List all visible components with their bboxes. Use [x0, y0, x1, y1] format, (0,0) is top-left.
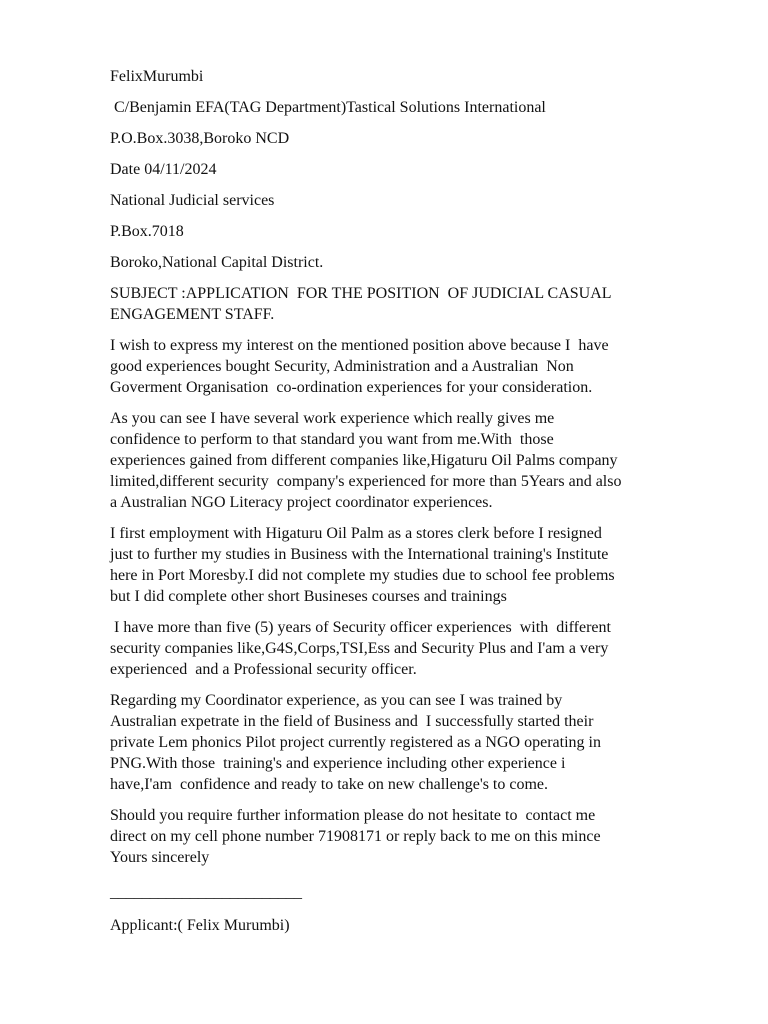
paragraph-line: PNG.With those training's and experience including other experience i: [110, 755, 566, 772]
sender-po-box: P.O.Box.3038,Boroko NCD: [110, 130, 290, 147]
recipient-organisation: National Judicial services: [110, 192, 275, 209]
sign-off: Yours sincerely: [110, 849, 210, 866]
letter-date: Date 04/11/2024: [110, 161, 217, 178]
paragraph-line: confidence to perform to that standard you want from me.With those: [110, 431, 554, 448]
subject-line: SUBJECT :APPLICATION FOR THE POSITION OF JUDICIAL CASUAL: [110, 285, 612, 302]
paragraph-line: just to further my studies in Business with the International training's Institute: [110, 546, 609, 563]
paragraph-interest: [110, 335, 700, 398]
paragraph-coordinator: [110, 690, 700, 795]
recipient-location: Boroko,National Capital District.: [110, 254, 324, 271]
paragraph-line: but I did complete other short Busineses courses and trainings: [110, 588, 507, 605]
subject-line: ENGAGEMENT STAFF.: [110, 306, 275, 323]
paragraph-line: private Lem phonics Pilot project currently registered as a NGO operating in: [110, 734, 601, 751]
paragraph-line: have,I'am confidence and ready to take on new challenge's to come.: [110, 776, 549, 793]
paragraph-line: direct on my cell phone number 71908171 or reply back to me on this mince: [110, 828, 601, 845]
paragraph-closing: [110, 805, 700, 868]
paragraph-line: I first employment with Higaturu Oil Palm as a stores clerk before I resigned: [110, 525, 602, 542]
paragraph-line: good experiences bought Security, Administration and a Australian Non: [110, 358, 574, 375]
applicant-name: Applicant:( Felix Murumbi): [110, 917, 290, 934]
paragraph-line: Australian expetrate in the field of Business and I successfully started their: [110, 713, 594, 730]
paragraph-line: Regarding my Coordinator experience, as you can see I was trained by: [110, 692, 563, 709]
paragraph-line: Should you require further information please do not hesitate to contact me: [110, 807, 596, 824]
sender-care-of: C/Benjamin EFA(TAG Department)Tastical Solutions International: [110, 99, 546, 116]
paragraph-line: experiences gained from different companies like,Higaturu Oil Palms company: [110, 452, 618, 469]
paragraph-experience: [110, 408, 700, 513]
signature-line: ________________________: [110, 884, 302, 901]
recipient-po-box: P.Box.7018: [110, 223, 184, 240]
paragraph-line: I have more than five (5) years of Security officer experiences with different: [110, 619, 611, 636]
paragraph-line: Goverment Organisation co-ordination experiences for your consideration.: [110, 379, 593, 396]
paragraph-line: here in Port Moresby.I did not complete my studies due to school fee problems: [110, 567, 615, 584]
paragraph-line: security companies like,G4S,Corps,TSI,Ess and Security Plus and I'am a very: [110, 640, 609, 657]
paragraph-employment: [110, 523, 700, 607]
paragraph-security: [110, 617, 700, 680]
letter-document: [110, 66, 700, 946]
paragraph-line: experienced and a Professional security officer.: [110, 661, 417, 678]
paragraph-line: limited,different security company's experienced for more than 5Years and also: [110, 473, 622, 490]
paragraph-line: a Australian NGO Literacy project coordinator experiences.: [110, 494, 493, 511]
paragraph-line: As you can see I have several work experience which really gives me: [110, 410, 555, 427]
sender-name: FelixMurumbi: [110, 68, 204, 85]
subject-heading: [110, 283, 700, 325]
paragraph-line: I wish to express my interest on the mentioned position above because I have: [110, 337, 609, 354]
